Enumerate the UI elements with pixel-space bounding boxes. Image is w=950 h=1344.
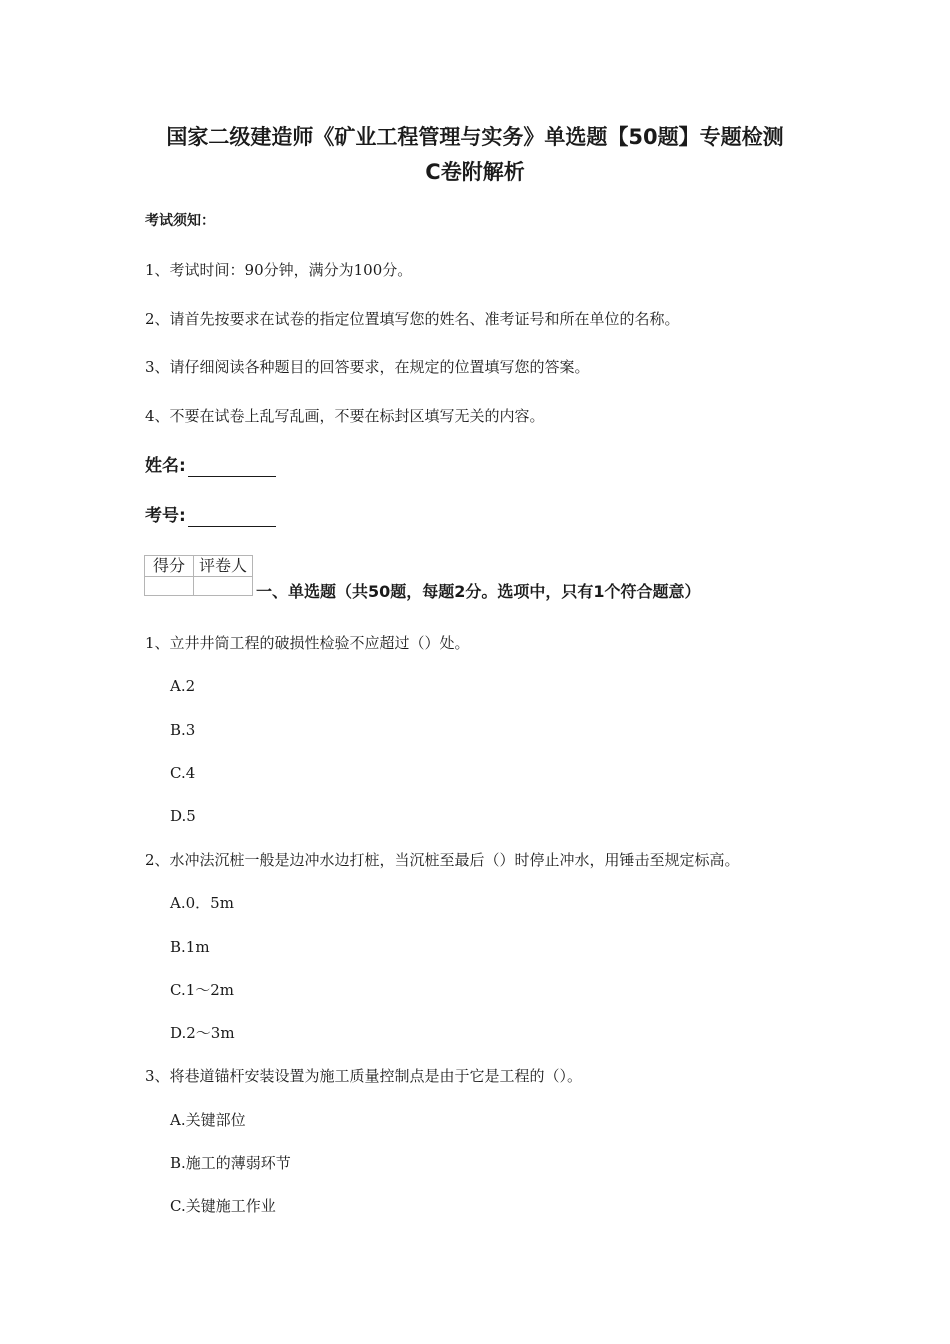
question-stem: 1、立井井筒工程的破损性检验不应超过（）处。 (145, 634, 470, 652)
question-stem: 3、将巷道锚杆安装设置为施工质量控制点是由于它是工程的（）。 (145, 1067, 583, 1085)
question-option: A.0．5m (170, 894, 234, 912)
notice-item: 2、请首先按要求在试卷的指定位置填写您的姓名、准考证号和所在单位的名称。 (145, 310, 680, 328)
score-cell[interactable] (145, 577, 194, 596)
notice-item: 1、考试时间：90分钟，满分为100分。 (145, 261, 413, 279)
document-title-line-1: 国家二级建造师《矿业工程管理与实务》单选题【50题】专题检测 (166, 125, 784, 149)
grader-cell[interactable] (194, 577, 253, 596)
question-option: C.4 (170, 764, 196, 782)
question-stem: 2、水冲法沉桩一般是边冲水边打桩，当沉桩至最后（）时停止冲水，用锤击至规定标高。 (145, 851, 740, 869)
document-title-line-2: C卷附解析 (425, 160, 525, 184)
question-option: A.关键部位 (170, 1111, 246, 1129)
exam-number-label: 考号: (145, 506, 186, 526)
question-option: B.施工的薄弱环节 (170, 1154, 291, 1172)
question-option: D.5 (170, 807, 196, 825)
question-option: A.2 (170, 677, 196, 695)
question-option: D.2～3m (170, 1024, 235, 1042)
name-field (145, 455, 276, 477)
question-option: B.1m (170, 938, 210, 956)
section-title: 一、单选题（共50题，每题2分。选项中，只有1个符合题意） (256, 582, 701, 601)
notice-heading: 考试须知： (145, 213, 215, 229)
exam-number-blank-line[interactable] (188, 508, 276, 527)
exam-number-field (145, 505, 276, 527)
question-option: B.3 (170, 721, 196, 739)
notice-item: 3、请仔细阅读各种题目的回答要求，在规定的位置填写您的答案。 (145, 358, 590, 376)
question-option: C.关键施工作业 (170, 1197, 276, 1215)
question-option: C.1～2m (170, 981, 235, 999)
grader-header: 评卷人 (194, 556, 253, 577)
notice-item: 4、不要在试卷上乱写乱画，不要在标封区填写无关的内容。 (145, 407, 545, 425)
name-blank-line[interactable] (188, 458, 276, 477)
name-label: 姓名: (145, 456, 186, 476)
score-table (144, 555, 253, 596)
score-header: 得分 (145, 556, 194, 577)
